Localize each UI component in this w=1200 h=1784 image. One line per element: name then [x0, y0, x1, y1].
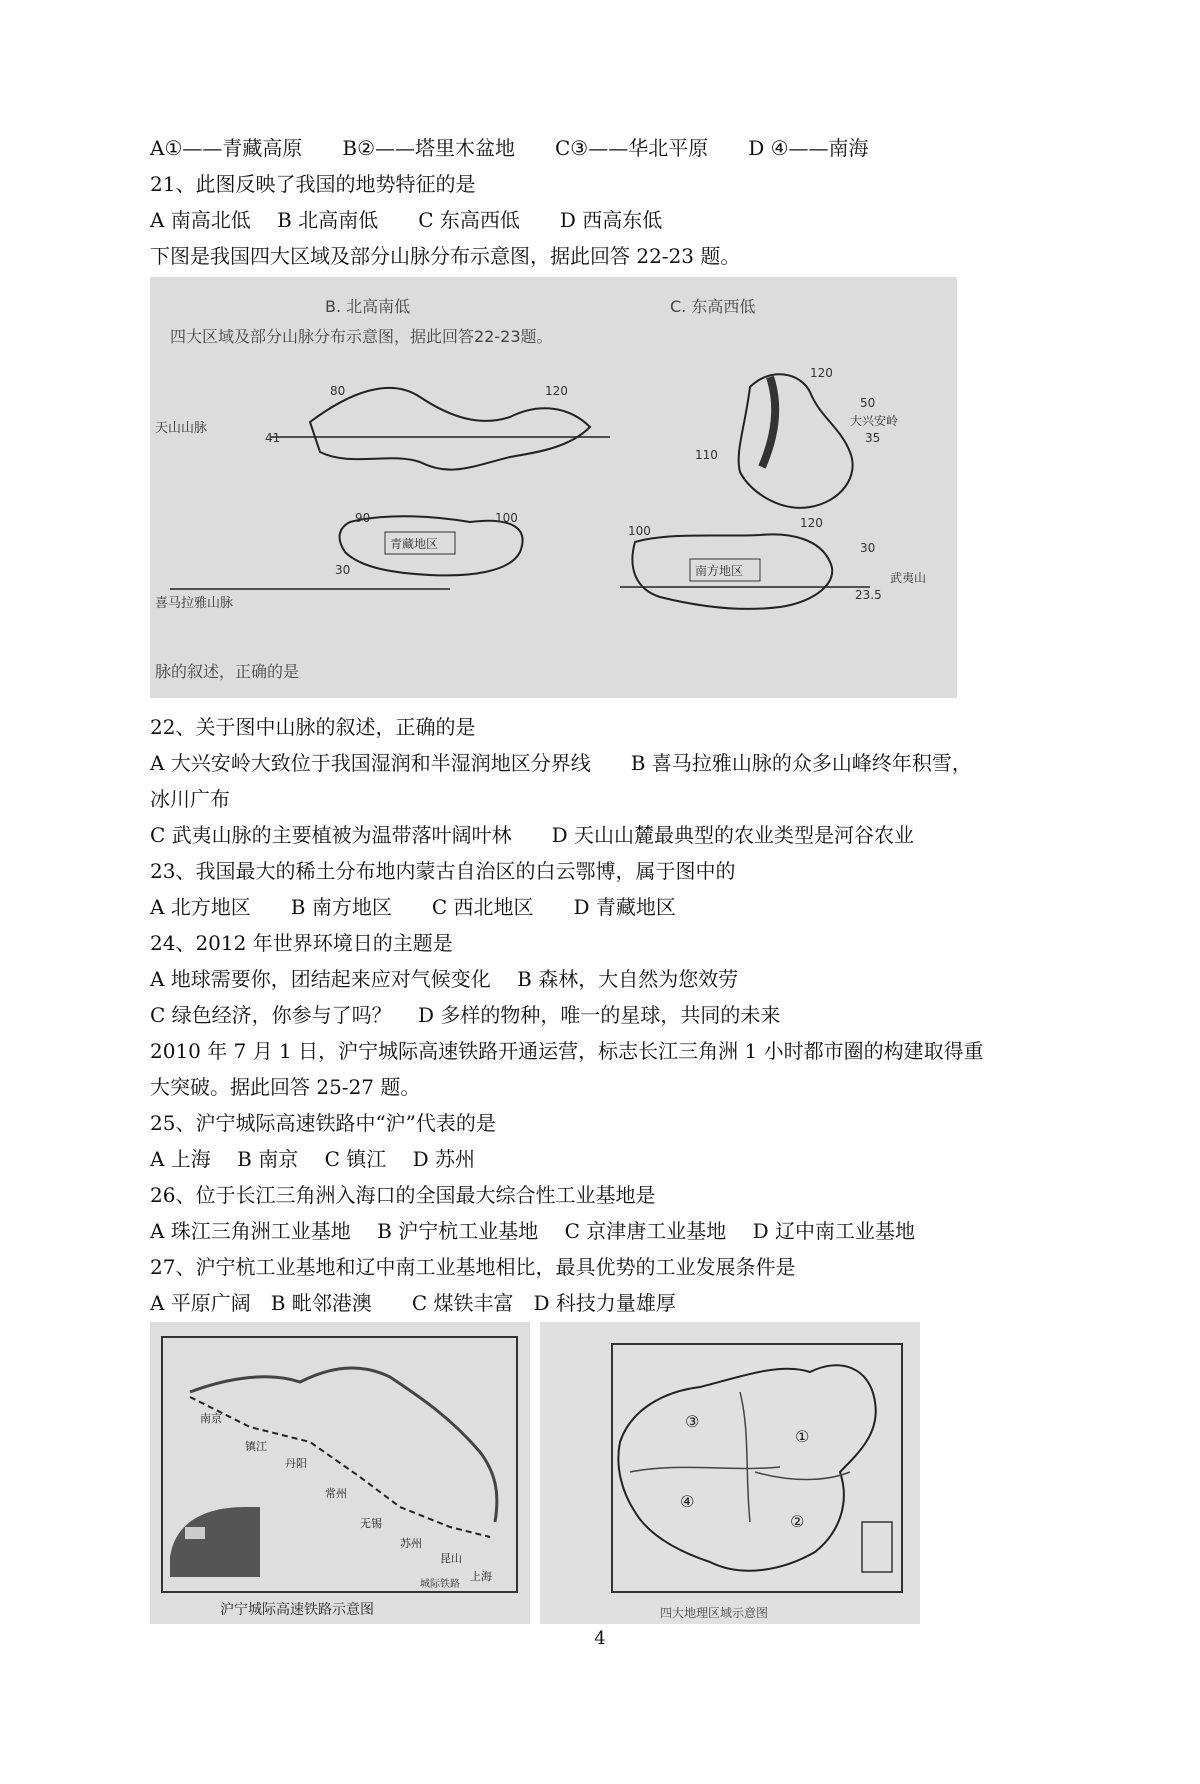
q27-stem: 27、沪宁杭工业基地和辽中南工业基地相比，最具优势的工业发展条件是	[150, 1255, 796, 1279]
q22-option-b-cont: 冰川广布	[150, 787, 230, 811]
q27-options: A 平原广阔 B 毗邻港澳 C 煤铁丰富 D 科技力量雄厚	[150, 1291, 676, 1315]
page-number: 4	[594, 1628, 606, 1649]
label-himalaya: 喜马拉雅山脉	[155, 596, 234, 611]
num-80: 80	[330, 384, 346, 398]
num-35: 35	[865, 431, 881, 445]
q23-options: A 北方地区 B 南方地区 C 西北地区 D 青藏地区	[150, 895, 676, 919]
num-110: 110	[695, 448, 718, 462]
num-41: 41	[265, 431, 281, 445]
fig3-caption: 四大地理区域示意图	[660, 1606, 769, 1620]
num-30a: 30	[335, 563, 351, 577]
fig1-bottom-text: 脉的叙述，正确的是	[155, 662, 300, 681]
q25-27-intro-cont: 大突破。据此回答 25-27 题。	[150, 1075, 421, 1099]
marker-2: ②	[790, 1512, 805, 1531]
q25-options: A 上海 B 南京 C 镇江 D 苏州	[150, 1147, 475, 1171]
q22-option-cd: C 武夷山脉的主要植被为温带落叶阔叶林 D 天山山麓最典型的农业类型是河谷农业	[150, 823, 915, 847]
station-7: 昆山	[440, 1552, 462, 1565]
marker-4: ④	[680, 1492, 695, 1511]
num-120c: 120	[800, 516, 823, 530]
fig1-top-text-1: B. 北高南低	[325, 297, 411, 316]
huning-railway-figure	[150, 1322, 530, 1624]
station-5: 无锡	[360, 1517, 382, 1530]
q21-options: A 南高北低 B 北高南低 C 东高西低 D 西高东低	[150, 208, 663, 232]
fig1-top-text-2: C. 东高西低	[670, 297, 756, 316]
num-120b: 120	[810, 366, 833, 380]
q24-options-cd: C 绿色经济，你参与了吗？ D 多样的物种，唯一的星球，共同的未来	[150, 1003, 781, 1027]
q21-stem: 21、此图反映了我国的地势特征的是	[150, 172, 476, 196]
q20-options: A①——青藏高原 B②——塔里木盆地 C③——华北平原 D ④——南海	[150, 136, 869, 160]
num-120a: 120	[545, 384, 568, 398]
num-30b: 30	[860, 541, 876, 555]
num-100b: 100	[628, 524, 651, 538]
q26-stem: 26、位于长江三角洲入海口的全国最大综合性工业基地是	[150, 1183, 656, 1207]
station-4: 常州	[325, 1487, 347, 1500]
num-100a: 100	[495, 511, 518, 525]
four-regions-mountains-figure	[150, 277, 957, 698]
q22-option-ab: A 大兴安岭大致位于我国湿润和半湿润地区分界线 B 喜马拉雅山脉的众多山峰终年积雪，	[150, 751, 972, 775]
num-50: 50	[860, 396, 876, 410]
q24-options-ab: A 地球需要你，团结起来应对气候变化 B 森林，大自然为您效劳	[150, 967, 739, 991]
train-window	[185, 1527, 205, 1539]
marker-3: ③	[685, 1412, 700, 1431]
four-regions-mountains-svg	[150, 277, 957, 698]
q26-options: A 珠江三角洲工业基地 B 沪宁杭工业基地 C 京津唐工业基地 D 辽中南工业基地	[150, 1219, 915, 1243]
label-wuyi: 武夷山	[890, 571, 927, 585]
q25-27-intro: 2010 年 7 月 1 日，沪宁城际高速铁路开通运营，标志长江三角洲 1 小时都市圈的构建取得重	[150, 1039, 984, 1063]
four-regions-map-figure	[540, 1322, 920, 1624]
station-2: 镇江	[245, 1440, 267, 1453]
num-23-5: 23.5	[855, 588, 882, 602]
q24-stem: 24、2012 年世界环境日的主题是	[150, 931, 453, 955]
label-nanfang: 南方地区	[695, 564, 744, 578]
fig2-legend: 城际铁路	[420, 1579, 460, 1590]
fig1-header-text: 四大区域及部分山脉分布示意图，据此回答22-23题。	[170, 327, 553, 346]
label-daxinganling: 大兴安岭	[850, 414, 899, 428]
four-regions-map-svg	[540, 1322, 920, 1624]
num-90: 90	[355, 511, 371, 525]
q23-stem: 23、我国最大的稀土分布地内蒙古自治区的白云鄂博，属于图中的	[150, 859, 736, 883]
q22-stem: 22、关于图中山脉的叙述，正确的是	[150, 715, 476, 739]
q25-stem: 25、沪宁城际高速铁路中“沪”代表的是	[150, 1111, 496, 1135]
station-8: 上海	[470, 1570, 492, 1583]
station-1: 南京	[200, 1412, 222, 1425]
q22-23-intro: 下图是我国四大区域及部分山脉分布示意图，据此回答 22-23 题。	[150, 244, 741, 268]
marker-1: ①	[795, 1427, 810, 1446]
station-6: 苏州	[400, 1537, 422, 1550]
fig2-caption: 沪宁城际高速铁路示意图	[220, 1602, 374, 1618]
label-qingzang: 青藏地区	[390, 537, 439, 551]
label-tianshan: 天山山脉	[155, 421, 208, 436]
huning-railway-svg	[150, 1322, 530, 1624]
station-3: 丹阳	[285, 1457, 307, 1470]
